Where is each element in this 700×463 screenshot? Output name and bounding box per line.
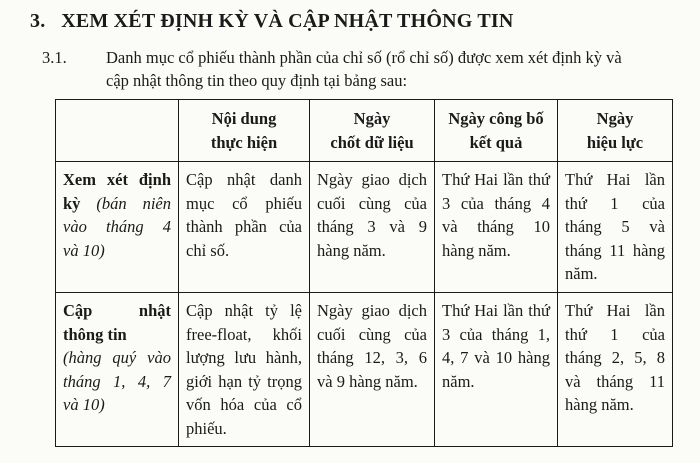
cell-data-date [310, 293, 435, 447]
cell-text: tháng 3 và 9 [317, 217, 427, 236]
cell-text: vốn hóa của cổ [186, 395, 302, 414]
cell-text: 3 của tháng 1, [442, 324, 550, 344]
cell-text: mục cổ phiếu [186, 193, 302, 213]
header-cell-data-date [310, 100, 435, 162]
table-row [56, 293, 673, 447]
section-title: XEM XÉT ĐỊNH KỲ VÀ CẬP NHẬT THÔNG TIN [61, 10, 514, 32]
header-text: kết quả [469, 132, 523, 152]
cell-text: cuối cùng của [317, 193, 427, 213]
cell-text: năm. [565, 264, 598, 283]
cell-text: phiếu. [186, 418, 227, 438]
cell-text: Ngày giao dịch [317, 301, 427, 320]
cell-text: cuối cùng của [317, 324, 427, 344]
cell-text: thành phần của [186, 217, 302, 236]
cell-text: tháng 5 và [565, 217, 665, 236]
cell-text: tháng 12, 3, 6 [317, 348, 427, 367]
cell-text: năm. [442, 371, 475, 391]
paragraph-3-1 [42, 46, 682, 92]
row-head-note: và 10) [63, 395, 105, 414]
header-text: Ngày công bố [448, 109, 544, 128]
review-schedule-table [55, 99, 673, 447]
cell-text: hàng năm. [317, 240, 386, 260]
cell-effective-date [558, 293, 673, 447]
header-text: Nội dung [211, 109, 277, 128]
cell-text: thứ 1 của [565, 324, 665, 344]
cell-content [179, 293, 310, 447]
cell-text: Thứ Hai lần thứ [442, 170, 550, 189]
paragraph-number: 3.1. [42, 48, 67, 67]
cell-text: hàng năm. [565, 395, 634, 414]
cell-text: và tháng 10 [442, 217, 550, 236]
paragraph-line-1: Danh mục cổ phiếu thành phần của chỉ số (rổ chỉ số) được xem xét định kỳ và [106, 48, 622, 67]
cell-text: free-float, khối [186, 324, 302, 344]
cell-text: Ngày giao dịch [317, 170, 427, 189]
row-head-note: (hàng quý vào [63, 348, 171, 367]
header-text: Ngày [596, 109, 634, 128]
cell-announce-date [435, 162, 558, 293]
paragraph-line-2: cập nhật thông tin theo quy định tại bảng sau: [106, 71, 408, 90]
cell-effective-date [558, 162, 673, 293]
cell-announce-date [435, 293, 558, 447]
cell-text: lượng lưu hành, [186, 348, 302, 367]
section-number: 3. [30, 10, 46, 32]
cell-text: tháng 2, 5, 8 [565, 348, 665, 367]
cell-text: và tháng 11 [565, 371, 665, 391]
cell-text: giới hạn tỷ trọng [186, 371, 302, 391]
cell-text: 3 của tháng 4 [442, 193, 550, 213]
cell-text: và 9 hàng năm. [317, 371, 418, 391]
cell-text: Cập nhật danh [186, 170, 302, 189]
row-head-note: vào tháng 4 [63, 217, 171, 236]
table-header-row [56, 100, 673, 162]
table-row [56, 162, 673, 293]
header-text: hiệu lực [586, 132, 644, 152]
cell-text: chỉ số. [186, 240, 230, 260]
cell-text: tháng 11 hàng [565, 240, 665, 260]
row-head-text: kỳ [63, 193, 81, 213]
cell-text: Cập nhật tỷ lệ [186, 301, 302, 320]
row-head-text: Xem xét định [63, 170, 171, 189]
row-head-note: (bán niên [96, 193, 171, 213]
row-head-text: thông tin [63, 324, 127, 344]
cell-text: hàng năm. [442, 240, 511, 260]
section-heading [30, 10, 514, 33]
header-text: chốt dữ liệu [330, 132, 414, 152]
row-head-note: tháng 1, 4, 7 [63, 371, 171, 391]
row-head-note: và 10) [63, 240, 105, 260]
header-text: thực hiện [210, 132, 278, 152]
cell-text: thứ 1 của [565, 193, 665, 213]
row-head-text: Cập nhật [63, 301, 171, 320]
cell-text: Thứ Hai lần thứ [442, 301, 550, 320]
header-text: Ngày [353, 109, 391, 128]
cell-text: 4, 7 và 10 hàng [442, 348, 550, 367]
cell-text: Thứ Hai lần [565, 170, 665, 189]
header-cell-effective-date [558, 100, 673, 162]
header-cell-empty [56, 100, 179, 162]
row-head-info-update [56, 293, 179, 447]
cell-data-date [310, 162, 435, 293]
header-cell-announce-date [435, 100, 558, 162]
header-cell-content [179, 100, 310, 162]
cell-content [179, 162, 310, 293]
row-head-periodic-review [56, 162, 179, 293]
cell-text: Thứ Hai lần [565, 301, 665, 320]
